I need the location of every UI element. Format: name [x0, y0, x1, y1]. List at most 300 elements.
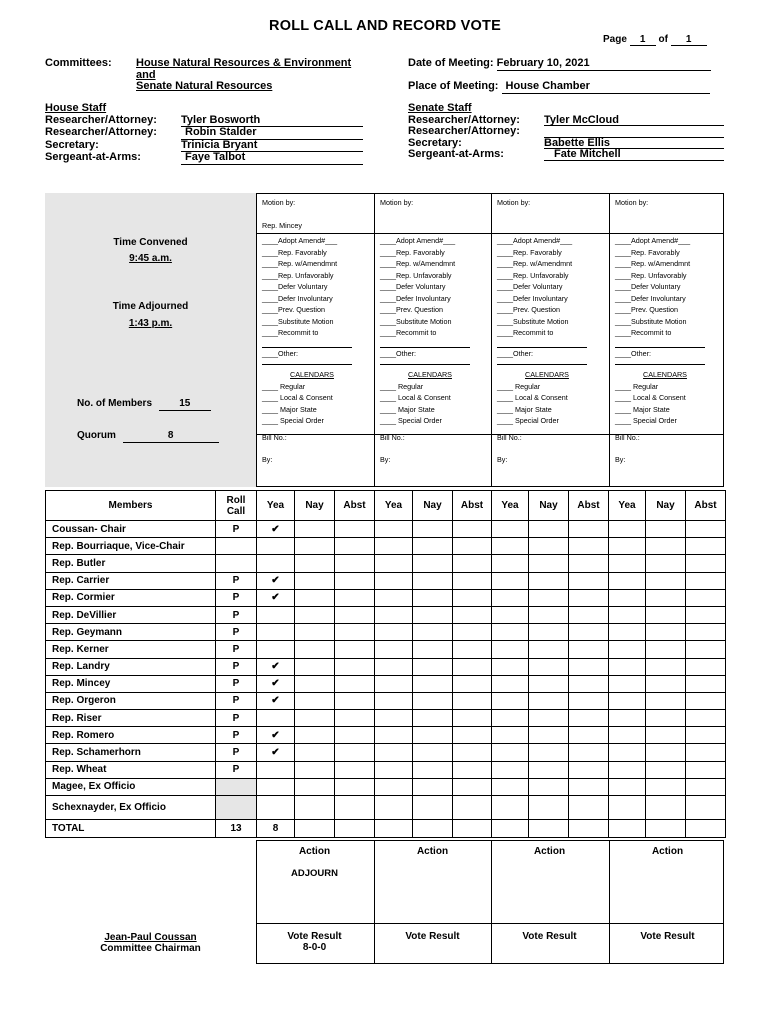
- motion-by-value: Rep. Mincey: [262, 220, 302, 230]
- motion-option: ____Defer Involuntary: [380, 293, 451, 303]
- action-value: ADJOURN: [291, 868, 338, 879]
- total-cell: [569, 820, 609, 838]
- house-staff-row: Researcher/Attorney: Tyler Bosworth: [45, 115, 365, 128]
- nay-header: Nay: [646, 491, 686, 521]
- vote-cell: [335, 538, 375, 555]
- vote-cell: [453, 606, 492, 623]
- vote-cell: [453, 761, 492, 778]
- senate-staff-row: Researcher/Attorney:: [408, 126, 726, 138]
- total-cell: [529, 820, 569, 838]
- vote-cell: [375, 641, 413, 658]
- vote-cell: [492, 796, 529, 820]
- vote-cell: [453, 572, 492, 589]
- total-cell: [609, 820, 646, 838]
- committee-line-3: Senate Natural Resources: [136, 80, 273, 92]
- vote-cell: [335, 796, 375, 820]
- vote-cell: [609, 555, 646, 572]
- motion-option: ____Defer Voluntary: [497, 282, 563, 291]
- calendar-option: ____ Special Order: [615, 416, 677, 425]
- vote-cell: [413, 521, 453, 538]
- vote-result-label: Vote Result: [640, 931, 695, 942]
- vote-cell: [295, 710, 335, 727]
- table-row: [46, 692, 726, 709]
- vote-cell: [569, 555, 609, 572]
- vote-cell: [529, 624, 569, 641]
- date-value: February 10, 2021: [497, 58, 711, 71]
- motion-option: ____Substitute Motion: [615, 316, 687, 326]
- vote-cell: [569, 641, 609, 658]
- nay-header: Nay: [295, 491, 335, 521]
- member-name: Rep. Bourriaque, Vice-Chair: [46, 538, 216, 555]
- vote-cell: [335, 521, 375, 538]
- total-roll: 13: [216, 820, 257, 838]
- senate-staff: [408, 103, 726, 161]
- vote-cell: [492, 521, 529, 538]
- yea-cell: ✔: [257, 727, 295, 744]
- vote-cell: [413, 589, 453, 606]
- calendar-option: ____ Regular: [497, 381, 541, 391]
- table-header-row: [46, 491, 726, 521]
- vote-cell: [569, 727, 609, 744]
- vote-cell: [295, 761, 335, 778]
- yea-cell: [257, 555, 295, 572]
- meeting-summary-panel: [45, 193, 256, 487]
- total-cell: [646, 820, 686, 838]
- calendars-heading: CALENDARS: [290, 370, 334, 379]
- motion-option: ____Defer Involuntary: [262, 293, 333, 303]
- action-column: [491, 840, 608, 964]
- member-name: Coussan- Chair: [46, 521, 216, 538]
- page-num: 1: [630, 34, 656, 46]
- motion-option: ____Substitute Motion: [497, 316, 569, 326]
- motion-by-label: Motion by:: [262, 198, 296, 207]
- vote-cell: [453, 796, 492, 820]
- vote-cell: [529, 744, 569, 761]
- nay-header: Nay: [529, 491, 569, 521]
- vote-cell: [609, 778, 646, 795]
- vote-cell: [295, 521, 335, 538]
- vote-cell: [295, 606, 335, 623]
- roll-call-cell: P: [216, 658, 257, 675]
- vote-cell: [375, 796, 413, 820]
- calendar-option: ____ Regular: [615, 381, 659, 391]
- vote-cell: [295, 572, 335, 589]
- vote-cell: [413, 796, 453, 820]
- vote-cell: [569, 710, 609, 727]
- total-yea: 8: [257, 820, 295, 838]
- motion-other: ____Other:: [497, 348, 533, 358]
- member-name: Rep. Cormier: [46, 589, 216, 606]
- total-label: TOTAL: [46, 820, 216, 838]
- vote-cell: [646, 624, 686, 641]
- vote-cell: [413, 572, 453, 589]
- vote-cell: [646, 538, 686, 555]
- vote-cell: [375, 589, 413, 606]
- motion-option: ____Substitute Motion: [380, 316, 452, 326]
- vote-cell: [646, 710, 686, 727]
- members-header: Members: [46, 491, 216, 521]
- action-label: Action: [298, 846, 331, 857]
- yea-cell: ✔: [257, 692, 295, 709]
- vote-cell: [295, 641, 335, 658]
- vote-cell: [609, 521, 646, 538]
- motion-option: ____Rep. Unfavorably: [615, 270, 687, 280]
- member-name: Rep. Romero: [46, 727, 216, 744]
- by-label: By:: [615, 455, 626, 464]
- vote-cell: [492, 606, 529, 623]
- motion-by-value: [380, 220, 490, 232]
- yea-cell: ✔: [257, 589, 295, 606]
- vote-cell: [375, 710, 413, 727]
- page-of-label: of: [658, 34, 668, 45]
- motion-option: ____Defer Voluntary: [262, 282, 328, 291]
- vote-cell: [492, 572, 529, 589]
- vote-cell: [686, 710, 726, 727]
- motion-option: ____Adopt Amend#___: [262, 236, 338, 245]
- house-staff-row: Researcher/Attorney: Robin Stalder: [45, 127, 365, 140]
- vote-cell: [569, 521, 609, 538]
- table-row: [46, 796, 726, 820]
- motion-option: ____Adopt Amend#___: [615, 236, 691, 245]
- abst-header: Abst: [453, 491, 492, 521]
- member-name: Magee, Ex Officio: [46, 778, 216, 795]
- motion-by-label: Motion by:: [497, 198, 531, 207]
- vote-cell: [569, 572, 609, 589]
- motion-option: ____Prev. Question: [380, 305, 443, 314]
- vote-cell: [453, 692, 492, 709]
- motion-option: ____Rep. w/Amendmnt: [262, 259, 338, 268]
- vote-cell: [453, 538, 492, 555]
- date-label: Date of Meeting:: [408, 57, 494, 69]
- roll-call-cell: [216, 555, 257, 572]
- member-name: Rep. Carrier: [46, 572, 216, 589]
- vote-cell: [453, 778, 492, 795]
- vote-cell: [529, 521, 569, 538]
- motion-option: ____Adopt Amend#___: [497, 236, 573, 245]
- committee-line-2: and: [136, 68, 156, 81]
- vote-cell: [413, 538, 453, 555]
- motion-option: ____Prev. Question: [262, 305, 325, 314]
- vote-cell: [609, 761, 646, 778]
- vote-cell: [453, 641, 492, 658]
- vote-cell: [453, 624, 492, 641]
- vote-cell: [646, 675, 686, 692]
- member-name: Rep. Landry: [46, 658, 216, 675]
- vote-cell: [529, 572, 569, 589]
- motion-other: ____Other:: [262, 348, 298, 358]
- action-column: [256, 840, 373, 964]
- vote-cell: [453, 675, 492, 692]
- vote-cell: [569, 675, 609, 692]
- vote-cell: [686, 692, 726, 709]
- vote-cell: [492, 624, 529, 641]
- yea-cell: ✔: [257, 521, 295, 538]
- motion-option: ____Defer Involuntary: [615, 293, 686, 303]
- vote-cell: [569, 624, 609, 641]
- vote-cell: [375, 744, 413, 761]
- vote-cell: [335, 658, 375, 675]
- motion-option: ____Rep. w/Amendmnt: [615, 259, 691, 268]
- motion-option: ____Rep. w/Amendmnt: [497, 259, 573, 268]
- vote-cell: [646, 521, 686, 538]
- by-label: By:: [497, 455, 508, 464]
- vote-cell: [686, 572, 726, 589]
- vote-cell: [295, 727, 335, 744]
- vote-cell: [686, 538, 726, 555]
- vote-cell: [609, 641, 646, 658]
- vote-cell: [569, 589, 609, 606]
- vote-cell: [646, 589, 686, 606]
- motion-option: ____Rep. Favorably: [615, 247, 680, 257]
- yea-cell: ✔: [257, 572, 295, 589]
- vote-cell: [646, 555, 686, 572]
- vote-cell: [335, 555, 375, 572]
- roll-call-cell: P: [216, 606, 257, 623]
- table-row: [46, 572, 726, 589]
- time-convened-label: Time Convened: [113, 237, 188, 248]
- vote-cell: [569, 692, 609, 709]
- table-row: [46, 778, 726, 795]
- motion-by-value: [497, 220, 607, 232]
- page-title: ROLL CALL AND RECORD VOTE: [269, 18, 501, 34]
- motion-option: ____Rep. Unfavorably: [497, 270, 569, 280]
- vote-cell: [295, 692, 335, 709]
- vote-cell: [453, 555, 492, 572]
- member-name: Rep. Schamerhorn: [46, 744, 216, 761]
- motion-column: [609, 197, 725, 466]
- vote-result-label: Vote Result: [405, 931, 460, 942]
- vote-cell: [646, 778, 686, 795]
- calendar-option: ____ Major State: [497, 404, 552, 414]
- vote-cell: [529, 796, 569, 820]
- page-label: Page: [603, 34, 627, 45]
- vote-cell: [569, 744, 609, 761]
- vote-cell: [646, 692, 686, 709]
- table-row: [46, 658, 726, 675]
- chairman-title: Committee Chairman: [100, 943, 201, 954]
- vote-cell: [492, 675, 529, 692]
- motion-option: ____Rep. Favorably: [262, 247, 327, 257]
- vote-cell: [375, 624, 413, 641]
- yea-cell: [257, 641, 295, 658]
- calendar-option: ____ Special Order: [497, 416, 559, 425]
- vote-cell: [375, 521, 413, 538]
- vote-cell: [686, 796, 726, 820]
- vote-cell: [609, 572, 646, 589]
- yea-header: Yea: [375, 491, 413, 521]
- vote-cell: [335, 606, 375, 623]
- by-label: By:: [380, 455, 391, 464]
- roll-call-cell: P: [216, 589, 257, 606]
- vote-cell: [453, 589, 492, 606]
- vote-cell: [609, 796, 646, 820]
- vote-cell: [375, 555, 413, 572]
- motion-option: ____Rep. Unfavorably: [262, 270, 334, 280]
- table-row: [46, 624, 726, 641]
- vote-cell: [375, 572, 413, 589]
- vote-result-label: Vote Result: [287, 931, 342, 942]
- house-staff-row: Secretary: Trinicia Bryant: [45, 140, 365, 153]
- table-row: [46, 710, 726, 727]
- total-cell: [375, 820, 413, 838]
- vote-cell: [413, 761, 453, 778]
- house-staff-row: Sergeant-at-Arms: Faye Talbot: [45, 152, 365, 165]
- vote-cell: [686, 727, 726, 744]
- member-name: Rep. Mincey: [46, 675, 216, 692]
- bill-no-label: Bill No.:: [380, 432, 405, 442]
- calendar-option: ____ Special Order: [380, 416, 442, 425]
- vote-cell: [492, 778, 529, 795]
- place-value: House Chamber: [502, 81, 710, 94]
- calendars-heading: CALENDARS: [525, 370, 569, 379]
- roll-call-cell: P: [216, 744, 257, 761]
- vote-cell: [492, 555, 529, 572]
- vote-cell: [295, 675, 335, 692]
- vote-cell: [686, 521, 726, 538]
- roll-call-cell: [216, 778, 257, 795]
- motion-option: ____Recommit to: [380, 328, 437, 337]
- roll-call-cell: [216, 538, 257, 555]
- vote-cell: [375, 692, 413, 709]
- roll-call-cell: P: [216, 761, 257, 778]
- house-staff: [45, 103, 365, 165]
- abst-header: Abst: [335, 491, 375, 521]
- vote-cell: [686, 744, 726, 761]
- signature-block: [45, 932, 256, 954]
- motion-option: ____Recommit to: [497, 328, 554, 337]
- motion-column: [491, 197, 607, 466]
- roll-call-table: [45, 490, 726, 838]
- committee-line-1: House Natural Resources & Environment: [136, 57, 352, 69]
- vote-cell: [686, 641, 726, 658]
- calendar-option: ____ Major State: [262, 404, 317, 414]
- action-column: [374, 840, 491, 964]
- vote-cell: [569, 778, 609, 795]
- vote-cell: [295, 624, 335, 641]
- vote-cell: [453, 710, 492, 727]
- page-total: 1: [671, 34, 707, 46]
- vote-cell: [453, 744, 492, 761]
- calendar-option: ____ Regular: [380, 381, 424, 391]
- motion-option: ____Defer Involuntary: [497, 293, 568, 303]
- motion-option: ____Prev. Question: [615, 305, 678, 314]
- vote-cell: [686, 555, 726, 572]
- vote-cell: [413, 744, 453, 761]
- vote-cell: [295, 658, 335, 675]
- vote-cell: [646, 641, 686, 658]
- motion-column: [374, 197, 490, 466]
- vote-cell: [375, 727, 413, 744]
- vote-cell: [453, 658, 492, 675]
- total-cell: [413, 820, 453, 838]
- vote-cell: [529, 589, 569, 606]
- yea-cell: [257, 606, 295, 623]
- member-name: Rep. Orgeron: [46, 692, 216, 709]
- vote-cell: [375, 761, 413, 778]
- vote-cell: [375, 778, 413, 795]
- motion-option: ____Rep. Unfavorably: [380, 270, 452, 280]
- total-row: [46, 820, 726, 838]
- motion-option: ____Adopt Amend#___: [380, 236, 456, 245]
- vote-result-value: 8-0-0: [302, 942, 327, 953]
- vote-cell: [529, 761, 569, 778]
- vote-cell: [295, 778, 335, 795]
- by-label: By:: [262, 455, 273, 464]
- motion-option: ____Defer Voluntary: [380, 282, 446, 291]
- action-label: Action: [416, 846, 449, 857]
- motion-column: [256, 197, 372, 466]
- calendar-option: ____ Major State: [615, 404, 670, 414]
- vote-cell: [529, 692, 569, 709]
- vote-cell: [492, 692, 529, 709]
- table-row: [46, 744, 726, 761]
- vote-cell: [569, 606, 609, 623]
- meeting-date-row: [408, 58, 711, 71]
- senate-staff-row: Sergeant-at-Arms: Fate Mitchell: [408, 149, 726, 161]
- vote-cell: [413, 624, 453, 641]
- table-row: [46, 521, 726, 538]
- action-label: Action: [651, 846, 684, 857]
- vote-cell: [413, 675, 453, 692]
- vote-cell: [413, 692, 453, 709]
- roll-call-cell: P: [216, 624, 257, 641]
- calendar-option: ____ Regular: [262, 381, 306, 391]
- motion-option: ____Prev. Question: [497, 305, 560, 314]
- calendar-option: ____ Local & Consent: [615, 393, 686, 402]
- calendars-heading: CALENDARS: [408, 370, 452, 379]
- vote-cell: [609, 624, 646, 641]
- vote-cell: [686, 778, 726, 795]
- time-convened-value: 9:45 a.m.: [129, 253, 172, 264]
- vote-cell: [686, 658, 726, 675]
- vote-cell: [646, 761, 686, 778]
- roll-call-cell: P: [216, 710, 257, 727]
- vote-cell: [335, 675, 375, 692]
- motion-option: ____Recommit to: [262, 328, 319, 337]
- vote-cell: [529, 675, 569, 692]
- vote-cell: [413, 606, 453, 623]
- vote-cell: [413, 641, 453, 658]
- vote-cell: [646, 658, 686, 675]
- member-name: Rep. Wheat: [46, 761, 216, 778]
- motion-by-label: Motion by:: [380, 198, 414, 207]
- abst-header: Abst: [686, 491, 726, 521]
- vote-cell: [646, 727, 686, 744]
- total-cell: [335, 820, 375, 838]
- vote-cell: [609, 606, 646, 623]
- time-adjourned-label: Time Adjourned: [112, 301, 189, 312]
- vote-cell: [492, 641, 529, 658]
- page-number: [603, 34, 707, 46]
- vote-cell: [295, 555, 335, 572]
- member-name: Rep. DeVillier: [46, 606, 216, 623]
- vote-cell: [609, 692, 646, 709]
- vote-cell: [413, 727, 453, 744]
- vote-cell: [375, 606, 413, 623]
- committees-names: [136, 58, 351, 93]
- member-name: Rep. Kerner: [46, 641, 216, 658]
- yea-cell: [257, 796, 295, 820]
- table-row: [46, 589, 726, 606]
- vote-cell: [295, 796, 335, 820]
- roll-call-cell: P: [216, 641, 257, 658]
- motion-by-value: [615, 220, 725, 232]
- calendar-option: ____ Local & Consent: [380, 393, 451, 402]
- vote-cell: [569, 538, 609, 555]
- table-row: [46, 675, 726, 692]
- vote-cell: [375, 675, 413, 692]
- vote-cell: [529, 710, 569, 727]
